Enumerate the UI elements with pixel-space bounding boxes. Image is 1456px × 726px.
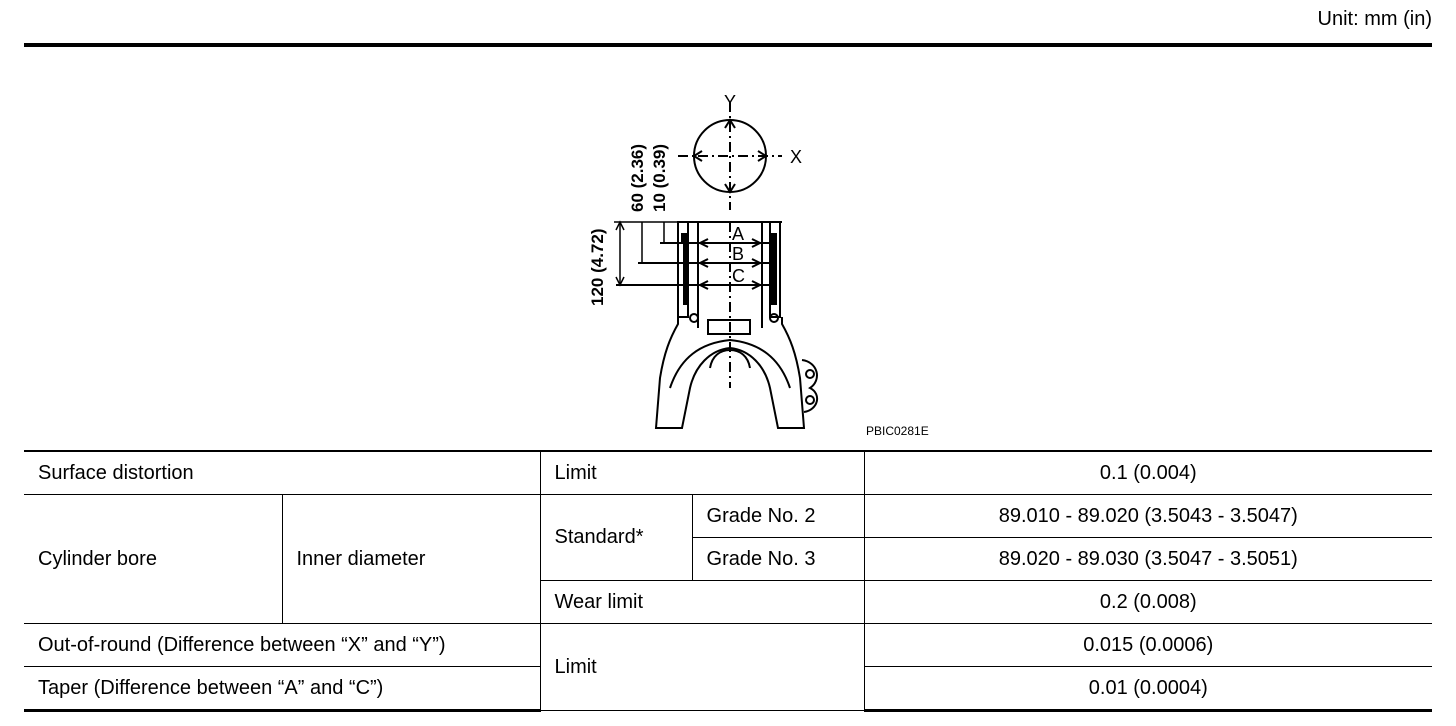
value-surface: 0.1 (0.004): [864, 451, 1432, 495]
unit-label: Unit: mm (in): [1317, 8, 1432, 30]
grade-3: Grade No. 3: [692, 538, 864, 581]
figure-code: PBIC0281E: [866, 424, 929, 438]
value-out-of-round: 0.015 (0.0006): [864, 624, 1432, 667]
value-grade-2: 89.010 - 89.020 (3.5043 - 3.5047): [864, 495, 1432, 538]
cond-surface: Limit: [540, 451, 864, 495]
item-taper: Taper (Difference between “A” and “C”): [24, 667, 540, 711]
label-a: A: [732, 224, 745, 244]
axis-y-label: Y: [724, 92, 737, 112]
measure-lines: [614, 222, 770, 289]
table-row: [24, 624, 1432, 667]
item-bore: Cylinder bore: [24, 495, 282, 624]
item-out-of-round: Out-of-round (Difference between “X” and “Y”): [24, 624, 540, 667]
cond-wear-limit: Wear limit: [540, 581, 864, 624]
value-grade-3: 89.020 - 89.030 (3.5047 - 3.5051): [864, 538, 1432, 581]
dim-120: 120 (4.72): [588, 228, 607, 306]
sub-inner-diameter: Inner diameter: [282, 495, 540, 624]
axis-x-label: X: [790, 147, 803, 167]
spec-table: [24, 450, 1432, 712]
top-view-circle: [678, 102, 782, 210]
cond-limit: Limit: [540, 624, 864, 711]
header-rule: [24, 43, 1432, 47]
dim-10: 10 (0.39): [650, 143, 669, 212]
item-surface: Surface distortion: [24, 451, 540, 495]
grade-2: Grade No. 2: [692, 495, 864, 538]
value-wear-limit: 0.2 (0.008): [864, 581, 1432, 624]
label-b: B: [732, 244, 745, 264]
label-c: C: [732, 266, 745, 286]
value-taper: 0.01 (0.0004): [864, 667, 1432, 711]
cond-standard: Standard*: [540, 495, 692, 581]
cylinder-bore-diagram: [560, 88, 960, 443]
table-row: [24, 495, 1432, 538]
table-row: [24, 451, 1432, 495]
dim-60: 60 (2.36): [628, 143, 647, 212]
